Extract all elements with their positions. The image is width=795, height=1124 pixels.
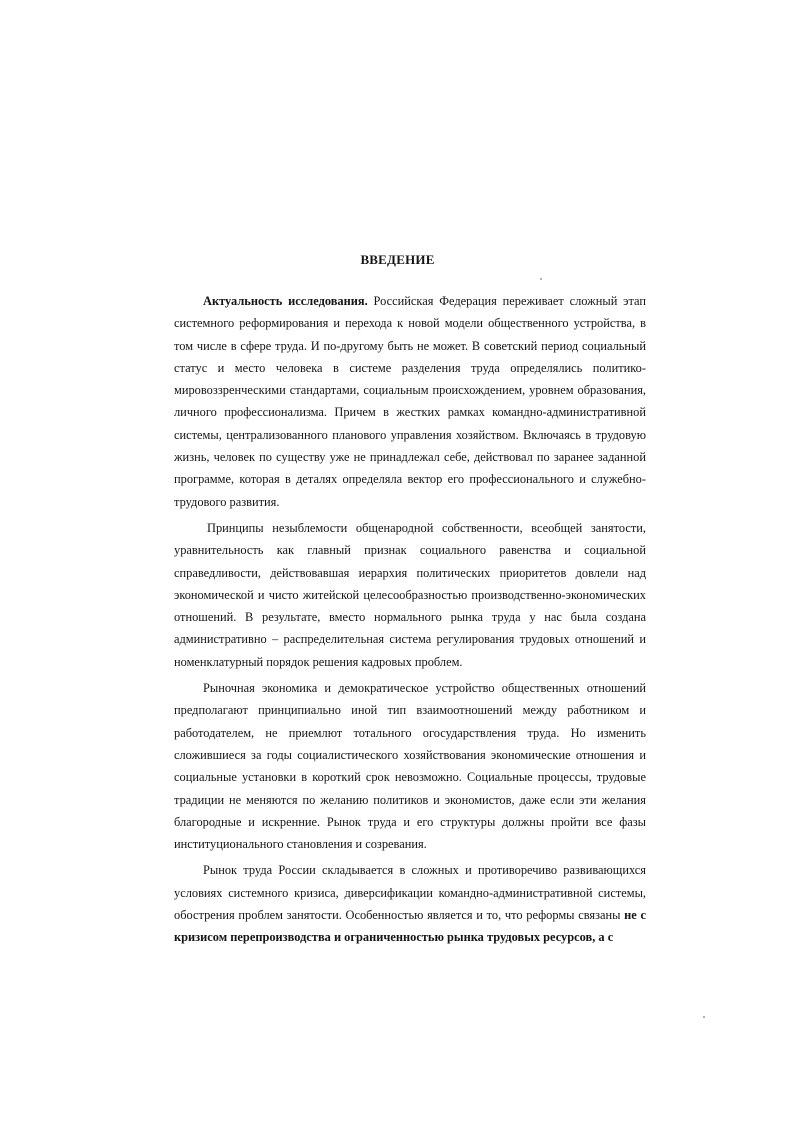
paragraph-lead-bold: Актуальность исследования. bbox=[203, 294, 368, 308]
paragraph-relevance bbox=[174, 290, 646, 513]
scan-speck bbox=[703, 1016, 705, 1018]
scan-speck bbox=[540, 278, 542, 280]
body-text bbox=[174, 290, 646, 953]
section-heading: ВВЕДЕНИЕ bbox=[360, 252, 435, 267]
paragraph-market-economy bbox=[174, 677, 646, 855]
paragraph-labor-market bbox=[174, 859, 646, 948]
paragraph-tail-bold: не с кризисом перепроизводства и ограниченностью рынка трудовых ресурсов, а с bbox=[174, 908, 646, 945]
paragraph-text: Принципы незыблемости общенародной собственности, всеобщей занятости, уравнительность как главный признак социального равенства и социальной справедливости, действовавшая иерархия политических приоритетов довлели над экономической и чисто житейской целесообразностью производственно-экономических отношений. В результате, вместо нормального рынка труда у нас была создана административно – распределительная система регулирования трудовых отношений и номенклатурный порядок решения кадровых проблем. bbox=[174, 520, 646, 669]
paragraph-principles bbox=[174, 517, 646, 673]
paragraph-text: Рыночная экономика и демократическое устройство общественных отношений предполагают принципиально иной тип взаимоотношений между работником и работодателем, не приемлют тотального огосударствления труда. Но изменить сложившиеся за годы социалистического хозяйствования экономические отношения и социальные установки в короткий срок невозможно. Социальные процессы, трудовые традиции не меняются по желанию политиков и экономистов, даже если эти желания благородные и искренние. Рынок труда и его структуры должны пройти все фазы институционального становления и созревания. bbox=[174, 681, 646, 852]
paragraph-text: Рынок труда России складывается в сложных и противоречиво развивающихся условиях системного кризиса, диверсификации командно-административной системы, обострения проблем занятости. Особенностью является и то, что реформы связаны bbox=[174, 863, 646, 923]
paragraph-text: Российская Федерация переживает сложный этап системного реформирования и перехода к новой модели общественного устройства, в том числе в сфере труда. И по-другому быть не может. В советский период социальный статус и место человека в системе разделения труда определялись политико-мировоззренческими стандартами, социальным происхождением, уровнем образования, личного профессионализма. Причем в жестких рамках командно-административной системы, централизованного планового управления хозяйством. Включаясь в трудовую жизнь, человек по существу уже не принадлежал себе, действовал по заранее заданной программе, которая в деталях определяла вектор его профессионального и служебно-трудового развития. bbox=[174, 294, 646, 509]
